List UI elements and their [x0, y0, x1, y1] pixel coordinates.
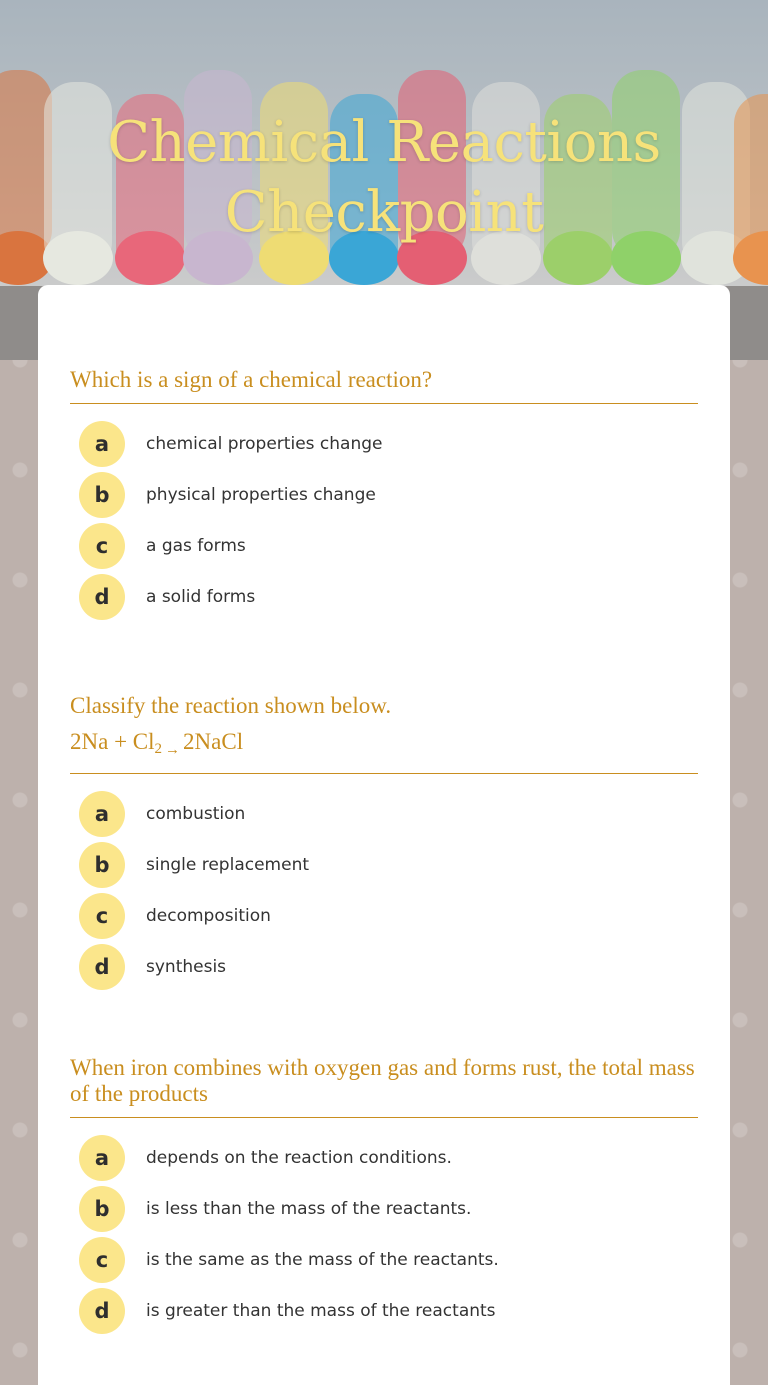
option-letter-bubble[interactable]: b — [79, 472, 125, 518]
answer-option-a[interactable] — [70, 418, 698, 469]
option-text: a gas forms — [146, 535, 246, 556]
option-letter-bubble[interactable]: c — [79, 893, 125, 939]
option-letter-bubble[interactable]: c — [79, 1237, 125, 1283]
option-text: is less than the mass of the reactants. — [146, 1198, 472, 1219]
page-title — [0, 108, 768, 248]
answer-option-d[interactable] — [70, 1285, 698, 1336]
answer-option-b[interactable] — [70, 1183, 698, 1234]
answer-option-b[interactable] — [70, 469, 698, 520]
option-text: decomposition — [146, 905, 271, 926]
answer-option-c[interactable] — [70, 520, 698, 571]
option-text: a solid forms — [146, 586, 256, 607]
question-1 — [70, 367, 698, 622]
option-letter-bubble[interactable]: a — [79, 1135, 125, 1181]
answer-option-a[interactable] — [70, 1132, 698, 1183]
question-text: Which is a sign of a chemical reaction? — [70, 367, 433, 392]
option-letter-bubble[interactable]: a — [79, 421, 125, 467]
option-text: physical properties change — [146, 484, 376, 505]
option-letter-bubble[interactable]: d — [79, 574, 125, 620]
option-text: synthesis — [146, 956, 227, 977]
option-text: combustion — [146, 803, 246, 824]
option-letter-bubble[interactable]: a — [79, 791, 125, 837]
answer-option-d[interactable] — [70, 941, 698, 992]
chemical-equation — [70, 729, 698, 763]
answer-option-c[interactable] — [70, 890, 698, 941]
option-letter-bubble[interactable]: b — [79, 1186, 125, 1232]
question-text: When iron combines with oxygen gas and forms rust, the total mass of the products — [70, 1055, 695, 1106]
equation-reactants: 2Na + Cl — [70, 729, 155, 754]
option-letter-bubble[interactable]: d — [79, 1288, 125, 1334]
question-prompt — [70, 1055, 698, 1118]
option-text: is the same as the mass of the reactants. — [146, 1249, 499, 1270]
question-prompt — [70, 693, 698, 774]
worksheet-card — [38, 285, 730, 1385]
answer-option-c[interactable] — [70, 1234, 698, 1285]
answer-option-a[interactable] — [70, 788, 698, 839]
title-line-2: Checkpoint — [224, 180, 544, 245]
title-line-1: Chemical Reactions — [107, 110, 661, 175]
answer-option-b[interactable] — [70, 839, 698, 890]
option-letter-bubble[interactable]: b — [79, 842, 125, 888]
answer-options — [70, 418, 698, 622]
equation-products: 2NaCl — [183, 729, 244, 754]
answer-option-d[interactable] — [70, 571, 698, 622]
option-letter-bubble[interactable]: d — [79, 944, 125, 990]
question-text: Classify the reaction shown below. — [70, 693, 392, 718]
option-text: chemical properties change — [146, 433, 383, 454]
option-text: depends on the reaction conditions. — [146, 1147, 452, 1168]
equation-subscript: 2 — [154, 741, 163, 757]
option-text: single replacement — [146, 854, 310, 875]
option-letter-bubble[interactable]: c — [79, 523, 125, 569]
question-prompt — [70, 367, 698, 404]
question-3 — [70, 1055, 698, 1336]
answer-options — [70, 1132, 698, 1336]
reaction-arrow-icon: → — [165, 742, 181, 758]
answer-options — [70, 788, 698, 992]
option-text: is greater than the mass of the reactants — [146, 1300, 496, 1321]
question-2 — [70, 693, 698, 992]
